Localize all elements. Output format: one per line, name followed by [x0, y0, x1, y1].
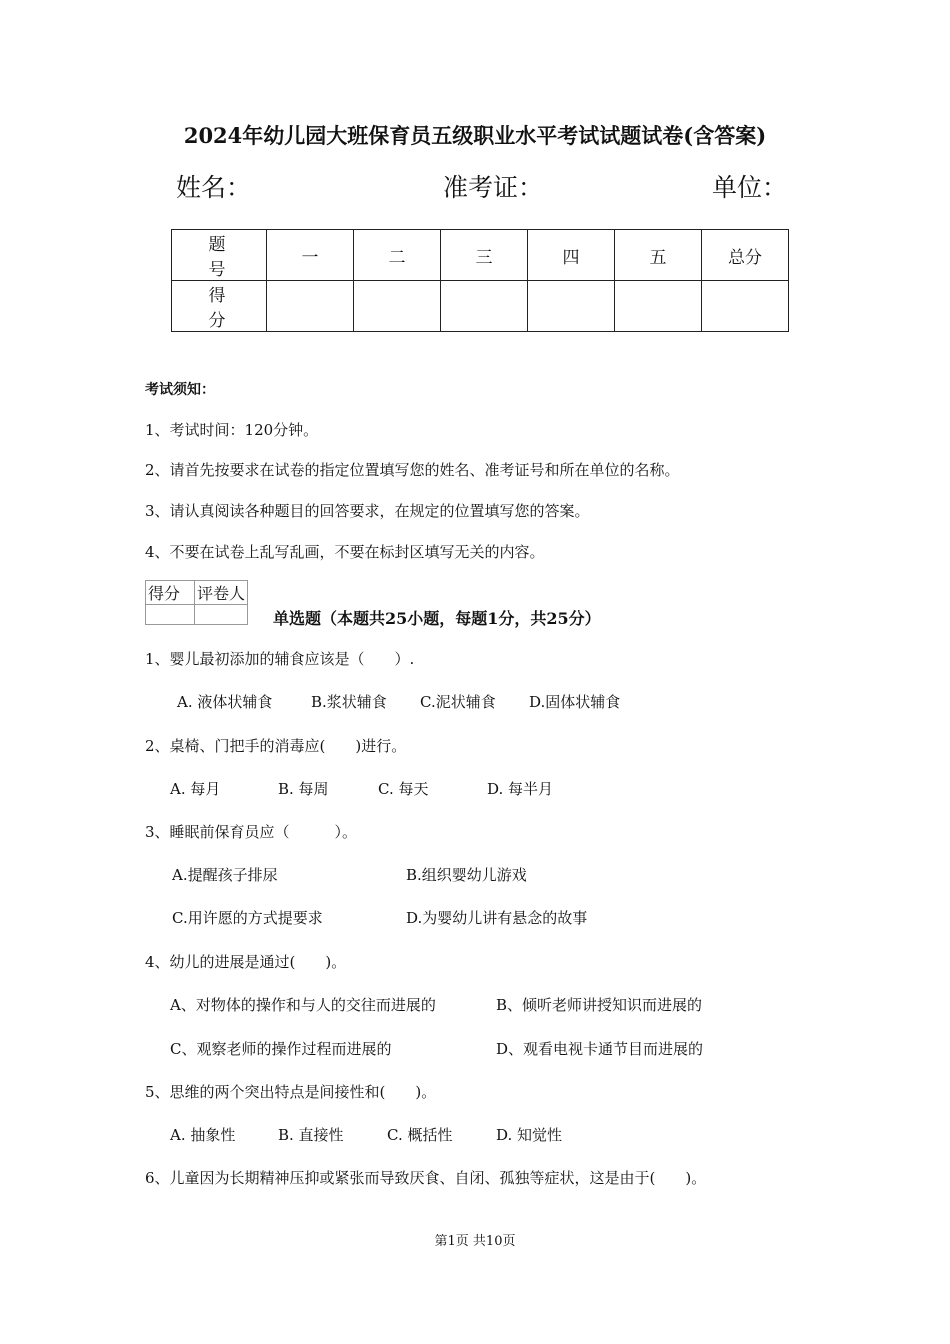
grader-name-cell[interactable] — [195, 605, 248, 625]
notice-item: 2、请首先按要求在试卷的指定位置填写您的姓名、准考证号和所在单位的名称。 — [145, 461, 680, 479]
option: D.为婴幼儿讲有悬念的故事 — [406, 909, 588, 927]
option: D. 知觉性 — [496, 1126, 563, 1144]
option: C.用许愿的方式提要求 — [172, 909, 323, 927]
option: C. 每天 — [378, 780, 429, 798]
option: B.浆状辅食 — [311, 693, 387, 711]
score-table-col-2: 二 — [354, 230, 441, 281]
grader-score-cell[interactable] — [146, 605, 195, 625]
grader-score-label: 得分 — [146, 581, 195, 605]
option: D.固体状辅食 — [529, 693, 621, 711]
notice-item: 4、不要在试卷上乱写乱画，不要在标封区填写无关的内容。 — [145, 543, 545, 561]
score-cell-2[interactable] — [354, 281, 441, 332]
score-table-score-label: 得 分 — [172, 281, 267, 332]
question-stem: 4、幼儿的进展是通过( )。 — [145, 953, 347, 971]
score-table — [171, 229, 789, 332]
notice-title: 考试须知： — [145, 382, 215, 398]
option: A、对物体的操作和与人的交往而进展的 — [170, 996, 436, 1014]
notice-item: 1、考试时间：120分钟。 — [145, 421, 319, 439]
question-stem: 2、桌椅、门把手的消毒应( )进行。 — [145, 737, 407, 755]
option: D、观看电视卡通节目而进展的 — [496, 1040, 704, 1058]
score-table-header-row — [172, 230, 789, 281]
exam-id-label: 准考证： — [443, 173, 544, 202]
option: A. 液体状辅食 — [177, 693, 273, 711]
notice-item: 3、请认真阅读各种题目的回答要求，在规定的位置填写您的答案。 — [145, 502, 590, 520]
grader-name-label: 评卷人 — [195, 581, 248, 605]
score-table-col-1: 一 — [267, 230, 354, 281]
page-footer: 第1页 共10页 — [434, 1234, 516, 1249]
option: C、观察老师的操作过程而进展的 — [170, 1040, 392, 1058]
page-title: 2024年幼儿园大班保育员五级职业水平考试试题试卷(含答案) — [183, 123, 767, 148]
question-stem: 6、儿童因为长期精神压抑或紧张而导致厌食、自闭、孤独等症状，这是由于( )。 — [145, 1169, 707, 1187]
unit-label: 单位： — [712, 173, 788, 202]
question-stem: 5、思维的两个突出特点是间接性和( )。 — [145, 1083, 437, 1101]
grader-box — [145, 580, 248, 625]
score-cell-1[interactable] — [267, 281, 354, 332]
section-title: 单选题（本题共25小题，每题1分，共25分） — [273, 609, 601, 628]
question-stem: 1、婴儿最初添加的辅食应该是（ ）. — [145, 650, 415, 668]
option: A. 抽象性 — [170, 1126, 236, 1144]
score-table-header-label: 题 号 — [172, 230, 267, 281]
score-cell-total[interactable] — [702, 281, 789, 332]
option: A.提醒孩子排尿 — [172, 866, 278, 884]
score-table-col-total: 总分 — [702, 230, 789, 281]
score-table-col-4: 四 — [528, 230, 615, 281]
question-stem: 3、睡眠前保育员应（ ）。 — [145, 823, 358, 841]
name-label: 姓名： — [176, 173, 252, 202]
option: A. 每月 — [170, 780, 221, 798]
score-table-col-5: 五 — [615, 230, 702, 281]
score-table-col-3: 三 — [441, 230, 528, 281]
option: D. 每半月 — [487, 780, 554, 798]
option: B. 直接性 — [278, 1126, 344, 1144]
score-cell-4[interactable] — [528, 281, 615, 332]
option: B. 每周 — [278, 780, 329, 798]
option: C. 概括性 — [387, 1126, 453, 1144]
score-cell-3[interactable] — [441, 281, 528, 332]
option: C.泥状辅食 — [420, 693, 496, 711]
score-cell-5[interactable] — [615, 281, 702, 332]
option: B、倾听老师讲授知识而进展的 — [496, 996, 703, 1014]
option: B.组织婴幼儿游戏 — [406, 866, 527, 884]
score-table-score-row — [172, 281, 789, 332]
